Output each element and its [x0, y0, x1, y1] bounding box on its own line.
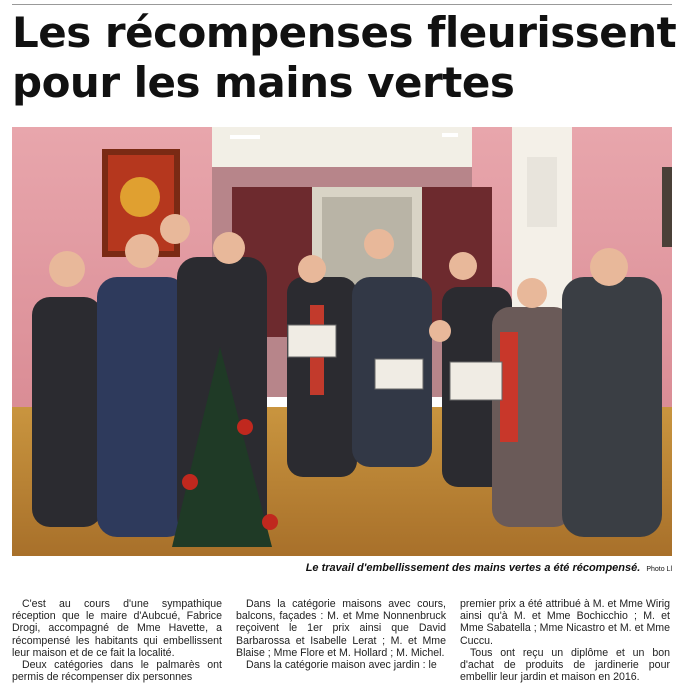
- top-rule: [12, 4, 672, 5]
- article-column-3: [460, 598, 670, 683]
- paragraph: C'est au cours d'une sympathique réception que le maire d'Aubcué, Fabrice Drogi, accompagné de Mme Havette, a récompensé les habitants qui embellissent leur maison et de ce fait la localité.: [12, 598, 222, 659]
- paragraph: Dans la catégorie maisons avec cours, balcons, façades : M. et Mme Nonnenbruck reçoivent le 1er prix ainsi que David Barbarossa et Isabelle Lerat ; M. et Mme Blaise ; Mme Flore et M. Hollard ; M. Michel.: [236, 598, 446, 659]
- photo-credit: Photo Ll: [646, 566, 672, 573]
- photo-caption: [12, 562, 672, 574]
- caption-text: Le travail d'embellissement des mains vertes a été récompensé.: [305, 562, 641, 574]
- award-ceremony-photo: [12, 127, 672, 556]
- paragraph: Tous ont reçu un diplôme et un bon d'achat de produits de jardinerie pour embellir leur jardin et maison en 2016.: [460, 646, 670, 684]
- article-column-2: [236, 598, 446, 671]
- paragraph: Dans la catégorie maison avec jardin : le: [246, 659, 437, 672]
- headline: Les récompenses fleurissent pour les mains vertes: [12, 8, 677, 107]
- paragraph: premier prix a été attribué à M. et Mme Wirig ainsi qu'à M. et Mme Bochicchio ; M. et Mme Sabatella ; Mme Nicastro et M. et Mme Cuccu.: [460, 598, 670, 647]
- article-column-1: [12, 598, 222, 683]
- article-body: [12, 598, 672, 696]
- paragraph: Deux catégories dans le palmarès ont permis de récompenser dix personnes: [12, 659, 222, 684]
